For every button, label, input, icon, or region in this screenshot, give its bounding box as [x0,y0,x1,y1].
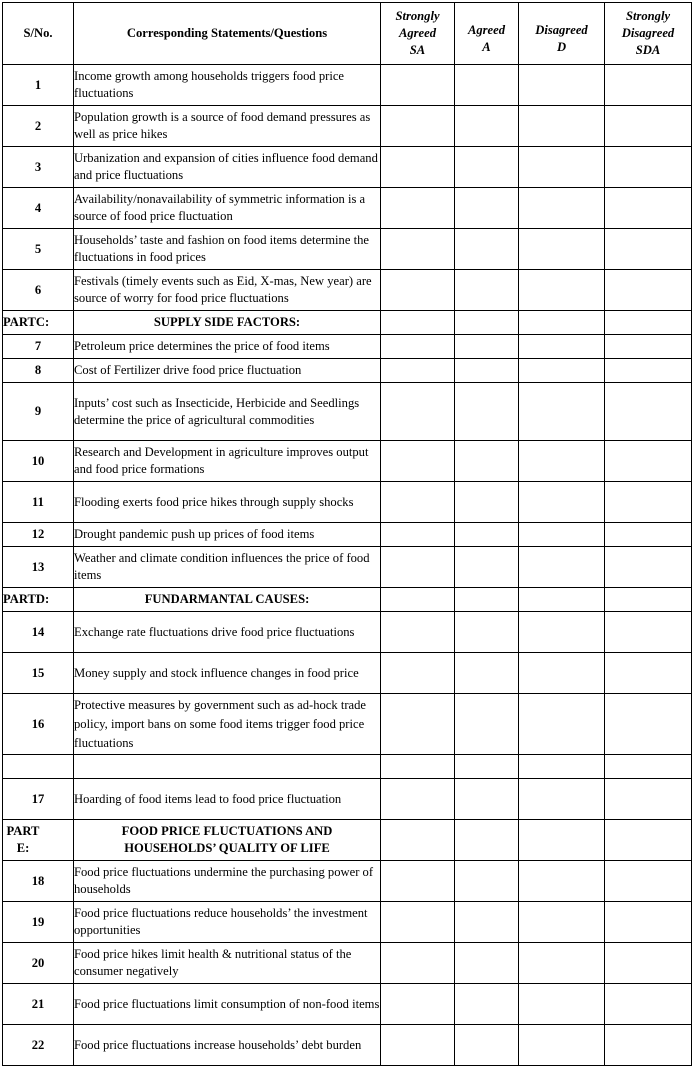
response-cell-a[interactable] [455,861,519,902]
response-cell-a[interactable] [455,147,519,188]
response-cell-sa[interactable] [381,547,455,588]
statement-text: Food price fluctuations limit consumption of non-food items [74,984,381,1025]
response-cell-d[interactable] [519,547,605,588]
response-cell-a[interactable] [455,359,519,383]
response-cell-sa [381,311,455,335]
response-cell-sa[interactable] [381,861,455,902]
response-cell-sda[interactable] [605,984,692,1025]
statement-row [3,1025,692,1066]
row-number: 9 [3,383,74,441]
response-cell-sda[interactable] [605,335,692,359]
questionnaire-table [2,2,692,1066]
response-cell-sda[interactable] [605,270,692,311]
statement-row [3,441,692,482]
statement-text: Income growth among households triggers food price fluctuations [74,65,381,106]
response-cell-d[interactable] [519,147,605,188]
row-number: 13 [3,547,74,588]
blank-cell [3,755,74,779]
statement-text: Cost of Fertilizer drive food price fluctuation [74,359,381,383]
response-cell-d[interactable] [519,359,605,383]
response-cell-a [455,820,519,861]
statement-row [3,902,692,943]
statement-row [3,65,692,106]
response-cell-a[interactable] [455,1025,519,1066]
response-cell-a[interactable] [455,229,519,270]
statement-text: Households’ taste and fashion on food items determine the fluctuations in food prices [74,229,381,270]
statement-text: Food price fluctuations reduce households’ the investment opportunities [74,902,381,943]
response-cell-sa[interactable] [381,653,455,694]
statement-row [3,383,692,441]
response-cell-d[interactable] [519,188,605,229]
row-number: 14 [3,612,74,653]
response-cell-sa[interactable] [381,65,455,106]
row-number: 10 [3,441,74,482]
row-number: 19 [3,902,74,943]
response-cell-a[interactable] [455,547,519,588]
response-cell-sda[interactable] [605,65,692,106]
row-number: 11 [3,482,74,523]
response-cell-sda[interactable] [605,694,692,755]
statement-text: Exchange rate fluctuations drive food price fluctuations [74,612,381,653]
response-cell-sa[interactable] [381,1025,455,1066]
part-header-row [3,820,692,861]
statement-row [3,335,692,359]
statement-row [3,523,692,547]
response-cell-sda [605,311,692,335]
response-cell-sa [381,755,455,779]
row-number: 12 [3,523,74,547]
response-cell-sda [605,820,692,861]
response-cell-sa[interactable] [381,523,455,547]
response-cell-sda [605,588,692,612]
response-cell-d[interactable] [519,523,605,547]
response-cell-d[interactable] [519,1025,605,1066]
statement-text: Population growth is a source of food demand pressures as well as price hikes [74,106,381,147]
part-label: PART E: [3,820,74,861]
header-strongly-disagreed: Strongly Disagreed SDA [605,3,692,65]
response-cell-d[interactable] [519,65,605,106]
response-cell-a[interactable] [455,653,519,694]
response-cell-d[interactable] [519,612,605,653]
row-number: 7 [3,335,74,359]
response-cell-sda[interactable] [605,229,692,270]
part-title: FOOD PRICE FLUCTUATIONS AND HOUSEHOLDS’ QUALITY OF LIFE [74,820,381,861]
part-label: PARTC: [3,311,74,335]
statement-text: Research and Development in agriculture improves output and food price formations [74,441,381,482]
statement-text: Food price fluctuations increase households’ debt burden [74,1025,381,1066]
response-cell-d [519,311,605,335]
statement-text: Festivals (timely events such as Eid, X-mas, New year) are source of worry for food price fluctuations [74,270,381,311]
response-cell-a[interactable] [455,188,519,229]
response-cell-a[interactable] [455,482,519,523]
response-cell-a[interactable] [455,65,519,106]
statement-text: Food price hikes limit health & nutritional status of the consumer negatively [74,943,381,984]
statement-text: Hoarding of food items lead to food price fluctuation [74,779,381,820]
header-agreed: Agreed A [455,3,519,65]
statement-row [3,188,692,229]
response-cell-sda[interactable] [605,359,692,383]
statement-text: Weather and climate condition influences the price of food items [74,547,381,588]
response-cell-d[interactable] [519,902,605,943]
part-header-row [3,588,692,612]
response-cell-sda [605,755,692,779]
response-cell-sa[interactable] [381,229,455,270]
response-cell-sda[interactable] [605,861,692,902]
response-cell-d [519,588,605,612]
part-header-row [3,311,692,335]
response-cell-sa[interactable] [381,694,455,755]
statement-text: Inputs’ cost such as Insecticide, Herbicide and Seedlings determine the price of agricultural commodities [74,383,381,441]
response-cell-sa[interactable] [381,270,455,311]
response-cell-a[interactable] [455,523,519,547]
part-label: PARTD: [3,588,74,612]
response-cell-d [519,820,605,861]
response-cell-sda[interactable] [605,482,692,523]
response-cell-sda[interactable] [605,383,692,441]
response-cell-d[interactable] [519,383,605,441]
response-cell-sda[interactable] [605,188,692,229]
response-cell-sda[interactable] [605,1025,692,1066]
statement-row [3,359,692,383]
response-cell-a[interactable] [455,106,519,147]
response-cell-sa[interactable] [381,147,455,188]
statement-row [3,482,692,523]
statement-row [3,270,692,311]
statement-row [3,653,692,694]
response-cell-a[interactable] [455,335,519,359]
row-number: 18 [3,861,74,902]
response-cell-sa [381,820,455,861]
row-number: 4 [3,188,74,229]
response-cell-sa[interactable] [381,106,455,147]
response-cell-d[interactable] [519,694,605,755]
statement-text: Money supply and stock influence changes in food price [74,653,381,694]
response-cell-d[interactable] [519,779,605,820]
response-cell-sda[interactable] [605,547,692,588]
response-cell-a[interactable] [455,943,519,984]
blank-cell [74,755,381,779]
response-cell-d[interactable] [519,335,605,359]
row-number: 3 [3,147,74,188]
statement-row [3,229,692,270]
response-cell-a[interactable] [455,694,519,755]
response-cell-d[interactable] [519,653,605,694]
statement-row [3,147,692,188]
part-title: FUNDARMANTAL CAUSES: [74,588,381,612]
response-cell-sa[interactable] [381,943,455,984]
response-cell-a [455,311,519,335]
response-cell-sa[interactable] [381,188,455,229]
header-sno: S/No. [3,3,74,65]
response-cell-sa[interactable] [381,383,455,441]
row-number: 22 [3,1025,74,1066]
response-cell-d[interactable] [519,861,605,902]
response-cell-d[interactable] [519,482,605,523]
response-cell-a[interactable] [455,779,519,820]
response-cell-sda[interactable] [605,106,692,147]
response-cell-sda[interactable] [605,612,692,653]
row-number: 15 [3,653,74,694]
response-cell-d[interactable] [519,943,605,984]
response-cell-sa[interactable] [381,902,455,943]
response-cell-sa[interactable] [381,612,455,653]
header-strongly-agreed: Strongly Agreed SA [381,3,455,65]
statement-text: Protective measures by government such as ad-hock trade policy, import bans on some food items trigger food price fluctuations [74,694,381,755]
response-cell-sa[interactable] [381,359,455,383]
row-number: 5 [3,229,74,270]
response-cell-sda[interactable] [605,779,692,820]
response-cell-a [455,755,519,779]
part-title: SUPPLY SIDE FACTORS: [74,311,381,335]
response-cell-sda[interactable] [605,147,692,188]
row-number: 1 [3,65,74,106]
response-cell-sa[interactable] [381,984,455,1025]
statement-text: Urbanization and expansion of cities influence food demand and price fluctuations [74,147,381,188]
response-cell-a[interactable] [455,612,519,653]
response-cell-sa[interactable] [381,441,455,482]
response-cell-sda[interactable] [605,523,692,547]
response-cell-a[interactable] [455,984,519,1025]
row-number: 8 [3,359,74,383]
statement-row [3,779,692,820]
response-cell-d [519,755,605,779]
response-cell-d[interactable] [519,270,605,311]
response-cell-a[interactable] [455,383,519,441]
response-cell-sda[interactable] [605,902,692,943]
row-number: 21 [3,984,74,1025]
header-statements: Corresponding Statements/Questions [74,3,381,65]
response-cell-a[interactable] [455,441,519,482]
header-row [3,3,692,65]
response-cell-sda[interactable] [605,653,692,694]
blank-row [3,755,692,779]
response-cell-sa[interactable] [381,779,455,820]
row-number: 6 [3,270,74,311]
statement-text: Food price fluctuations undermine the purchasing power of households [74,861,381,902]
statement-text: Flooding exerts food price hikes through supply shocks [74,482,381,523]
response-cell-d[interactable] [519,984,605,1025]
statement-text: Drought pandemic push up prices of food items [74,523,381,547]
response-cell-a[interactable] [455,270,519,311]
row-number: 17 [3,779,74,820]
row-number: 20 [3,943,74,984]
response-cell-a[interactable] [455,902,519,943]
row-number: 16 [3,694,74,755]
statement-row [3,547,692,588]
statement-row [3,694,692,755]
response-cell-sa[interactable] [381,335,455,359]
response-cell-d[interactable] [519,229,605,270]
statement-row [3,984,692,1025]
statement-text: Availability/nonavailability of symmetric information is a source of food price fluctuation [74,188,381,229]
response-cell-sa [381,588,455,612]
statement-row [3,943,692,984]
statement-row [3,861,692,902]
response-cell-a [455,588,519,612]
response-cell-d[interactable] [519,106,605,147]
statement-row [3,612,692,653]
row-number: 2 [3,106,74,147]
response-cell-sa[interactable] [381,482,455,523]
response-cell-d[interactable] [519,441,605,482]
statement-text: Petroleum price determines the price of food items [74,335,381,359]
response-cell-sda[interactable] [605,441,692,482]
statement-row [3,106,692,147]
response-cell-sda[interactable] [605,943,692,984]
header-disagreed: Disagreed D [519,3,605,65]
